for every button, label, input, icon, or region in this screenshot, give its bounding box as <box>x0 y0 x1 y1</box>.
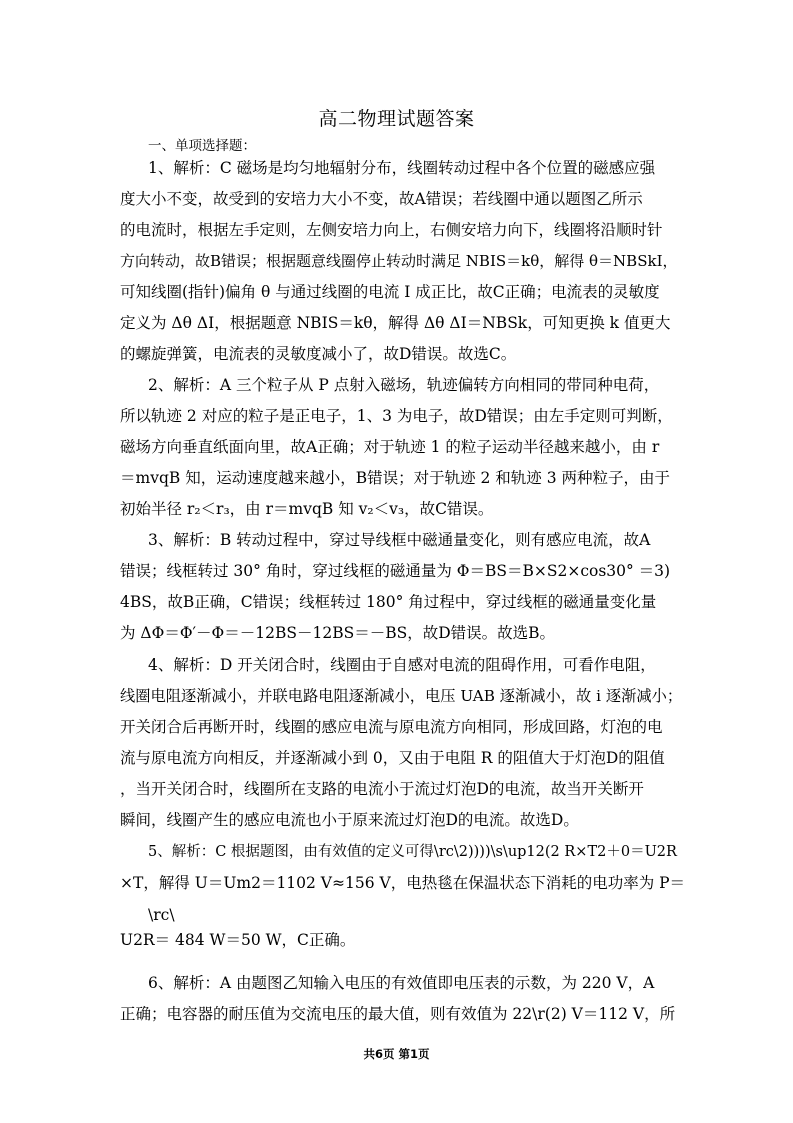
text-line: 6、解析：A 由题图乙知输入电压的有效值即电压表的示数，为 220 V，A <box>148 974 655 992</box>
text-line: 1、解析：C 磁场是均匀地辐射分布，线圈转动过程中各个位置的磁感应强 <box>148 159 656 177</box>
text-line: 磁场方向垂直纸面向里，故A正确；对于轨迹 1 的粒子运动半径越来越小，由 r <box>120 438 660 456</box>
text-line: 方向转动，故B错误；根据题意线圈停止转动时满足 NBIS＝kθ，解得 θ＝NBSkI， <box>120 252 678 270</box>
text-line: U2R＝ 484 W＝50 W，C正确。 <box>120 931 356 949</box>
text-line: 3、解析：B 转动过程中，穿过导线框中磁通量变化，则有感应电流，故A <box>148 531 651 549</box>
text-line: 的螺旋弹簧，电流表的灵敏度减小了，故D错误。故选C。 <box>120 345 517 363</box>
section-heading: 一、单项选择题： <box>148 138 256 154</box>
text-line: 为 ΔΦ＝Φ′－Φ＝－12BS－12BS＝－BS，故D错误。故选B。 <box>120 624 556 642</box>
text-line: 线圈电阻逐渐减小，并联电路电阻逐渐减小，电压 UAB 逐渐减小，故 i 逐渐减小； <box>120 687 683 705</box>
text-line: ，当开关闭合时，线圈所在支路的电流小于流过灯泡D的电流，故当开关断开 <box>120 780 644 798</box>
text-line: 的电流时，根据左手定则，左侧安培力向上，右侧安培力向下，线圈将沿顺时针 <box>120 221 663 239</box>
text-line: 4、解析：D 开关闭合时，线圈由于自感对电流的阻碍作用，可看作电阻， <box>148 656 656 674</box>
text-line: \rc\ <box>148 906 175 924</box>
text-line: 5、解析：C 根据题图，由有效值的定义可得\rc\2))))\s\up12(2 R×T2＋0＝U2R <box>148 844 677 860</box>
text-line: 正确；电容器的耐压值为交流电压的最大值，则有效值为 22\r(2) V＝112 V，所 <box>120 1005 676 1023</box>
text-line: ×T，解得 U＝Um2＝1102 V≈156 V，电热毯在保温状态下消耗的电功率为 P＝ <box>120 874 686 892</box>
text-line: 4BS，故B正确，C错误；线框转过 180° 角过程中，穿过线框的磁通量变化量 <box>120 593 657 611</box>
text-line: 错误；线框转过 30° 角时，穿过线框的磁通量为 Φ＝BS＝B×S2×cos30° ＝3) <box>120 562 671 580</box>
text-line: 开关闭合后再断开时，线圈的感应电流与原电流方向相同，形成回路，灯泡的电 <box>120 718 663 736</box>
text-line: 可知线圈(指针)偏角 θ 与通过线圈的电流 I 成正比，故C正确；电流表的灵敏度 <box>120 283 660 301</box>
text-line: 初始半径 r₂＜r₃，由 r＝mvqB 知 v₂＜v₃，故C错误。 <box>120 500 494 518</box>
text-line: 度大小不变，故受到的安培力大小不变，故A错误；若线圈中通以题图乙所示 <box>120 190 643 208</box>
page-footer: 共6页 第1页 <box>363 1047 430 1061</box>
page-title: 高二物理试题答案 <box>318 108 475 130</box>
text-line: 流与原电流方向相反，并逐渐减小到 0，又由于电阻 R 的阻值大于灯泡D的阻值 <box>120 749 665 767</box>
text-line: 瞬间，线圈产生的感应电流也小于原来流过灯泡D的电流。故选D。 <box>120 811 579 829</box>
text-line: ＝mvqB 知，运动速度越来越小，B错误；对于轨迹 2 和轨迹 3 两种粒子，由于 <box>120 469 671 487</box>
text-line: 定义为 Δθ ΔI，根据题意 NBIS＝kθ，解得 Δθ ΔI＝NBSk，可知更换 k 值更大 <box>120 314 671 332</box>
text-line: 2、解析：A 三个粒子从 P 点射入磁场，轨迹偏转方向相同的带同种电荷， <box>148 376 660 394</box>
text-line: 所以轨迹 2 对应的粒子是正电子，1、3 为电子，故D错误；由左手定则可判断， <box>120 407 673 425</box>
